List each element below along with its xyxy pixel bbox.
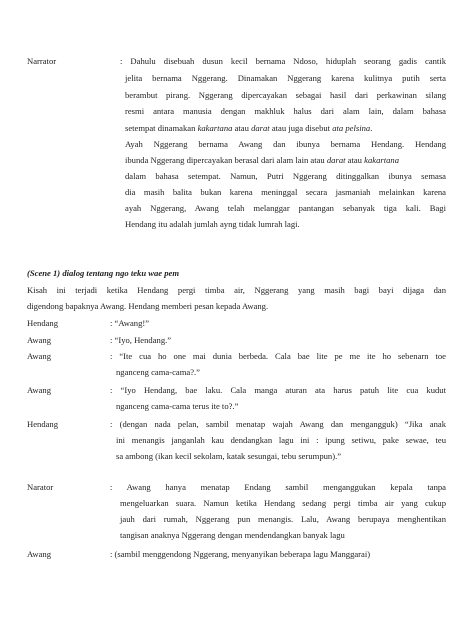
narration-line: dia masih balita bukan karena meninggal secara jasmaniah melainkan karena [125,187,446,197]
dialog-block [110,351,446,383]
dialog-line: sa ambong (ikan kecil sekolam, katak sesungai, tebu serumpun).” [116,451,342,461]
narration-block [120,498,446,546]
dialog-line: : “Iyo Hendang, bae laku. Cala manga aturan ata harus patuh lite cua kudut [110,385,446,395]
dialog-line: : “Awang!” [110,318,150,328]
narration-line: : Dahulu disebuah dusun kecil bernama Ndoso, hiduplah seorang gadis cantik [120,56,446,66]
dialog-line: : “Ite cua ho one mai dunia berbeda. Cala bae lite pe me ite ho sebenarn toe [110,351,446,361]
speaker-label: Narator [27,482,54,492]
dialog-line: : (dengan nada pelan, sambil menatap wajah Awang dan mengangguk) “Jika anak [110,419,446,429]
scene-heading: (Scene 1) dialog tentang ngo teku wae pem [27,268,180,278]
intro-block [27,285,446,317]
narration-line: Ayah Nggerang bernama Awang dan ibunya bernama Hendang. Hendang [125,139,446,149]
narration-line: mengeluarkan suara. Namun ketika Hendang sedang pergi timba air yang cukup [120,498,446,508]
narration-line: tangisan anaknya Nggerang dengan mendendangkan banyak lagu [120,530,345,540]
narration-line: berambut pirang. Nggerang dipercayakan sebagai hasil dari perkawinan silang [125,89,446,100]
narration-line: jauh dari rumah, Nggerang pun menangis. Lalu, Awang berupaya menghentikan [120,514,446,524]
text-run: atau [347,155,362,165]
term: darat [326,155,346,165]
dialog-line: : (sambil menggendong Nggerang, menyanyikan beberapa lagu Manggarai) [110,549,371,559]
narration-line: : Awang hanya menatap Endang sambil menganggukan kepala tanpa [110,482,446,492]
dialog-line: nganceng cama-cama?.” [116,367,200,377]
narration-line: jelita bernama Nggerang. Dinamakan Nggerang karena kulitnya putih serta [125,73,446,83]
dialog-line: : “Iyo, Hendang.” [110,335,172,345]
term: kakartana [197,122,233,133]
speaker-label: Awang [27,351,52,361]
narration-block [110,482,446,498]
text-run: . [370,122,373,133]
text-run: atau [234,122,249,133]
speaker-label: Awang [27,335,52,345]
speaker-label: Hendang [27,318,59,328]
text-run: setempat dinamakan [125,122,196,133]
intro-line: digendong bapaknya Awang. Hendang memberi pesan kepada Awang. [27,301,269,311]
speaker-label: Narrator [27,56,57,66]
speaker-label: Awang [27,549,52,559]
narration-line [125,123,446,140]
speaker-label: Hendang [27,419,59,429]
term: ata pelsina [332,122,371,133]
dialog-line: ini menangis janganlah kau dendangkan lagu ini : ipung setiwu, pake sewae, teu [116,435,446,445]
narration-line: dalam bahasa setempat. Namun, Putri Nggerang ditinggalkan ibunya semasa [125,171,446,181]
text-run: ibunda Nggerang dipercayakan berasal dari alam lain atau [125,155,325,165]
speaker-label: Awang [27,385,52,395]
narration-line [125,155,446,171]
term: kakartana [364,155,399,165]
dialog-block [110,419,446,467]
dialog-block [110,385,446,417]
narration-line: Hendang itu adalah jumlah ayng tidak lumrah lagi. [125,219,300,229]
narration-line: resmi antara manusia dengan makhluk halus dari alam lain, dalam bahasa [125,106,446,116]
narration-line: ayah Nggerang, Awang telah melanggar pantangan sebanyak tiga kali. Bagi [125,203,446,213]
intro-line: Kisah ini terjadi ketika Hendang pergi timba air, Nggerang yang masih bagi bayi dijaga dan [27,285,446,295]
dialog-line: nganceng cama-cama terus ite to?.” [116,401,239,411]
narration-block [120,56,446,67]
term: darat [251,122,270,133]
text-run: atau juga disebut [271,122,331,133]
narration-block [125,73,446,235]
